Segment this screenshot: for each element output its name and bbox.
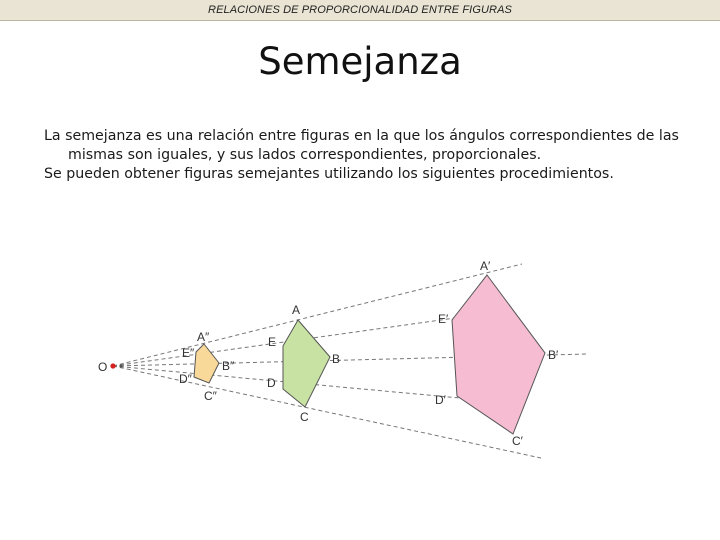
label-b2: B″ [222, 359, 235, 373]
large-pentagon [452, 275, 545, 434]
label-a2: A″ [197, 330, 210, 344]
medium-pentagon [283, 320, 330, 407]
header-topic: RELACIONES DE PROPORCIONALIDAD ENTRE FIGURAS [208, 4, 512, 16]
label-d1: D′ [435, 393, 446, 407]
page-title: Semejanza [258, 40, 462, 83]
label-b: B [332, 352, 341, 366]
procedure-paragraph: Se pueden obtener figuras semejantes utilizando los siguientes procedimientos. [44, 166, 614, 182]
center-label: O [98, 360, 108, 374]
label-c1: C′ [512, 434, 523, 448]
label-e: E [268, 335, 277, 349]
center-point-mark [119, 364, 122, 367]
label-a1: A′ [480, 259, 491, 273]
label-d: D [267, 376, 276, 390]
label-c2: C″ [204, 389, 217, 403]
label-e2: E″ [182, 346, 195, 360]
label-e1: E′ [438, 312, 449, 326]
label-b1: B′ [548, 348, 559, 362]
center-point [110, 363, 115, 368]
label-a: A [292, 303, 301, 317]
small-pentagon [194, 344, 219, 383]
definition-paragraph: La semejanza es una relación entre figuras en la que los ángulos correspondientes de las mismas son iguales, y sus lados correspondientes, proporcionales. [44, 128, 679, 163]
label-d2: D″ [179, 372, 192, 386]
label-c: C [300, 410, 309, 424]
